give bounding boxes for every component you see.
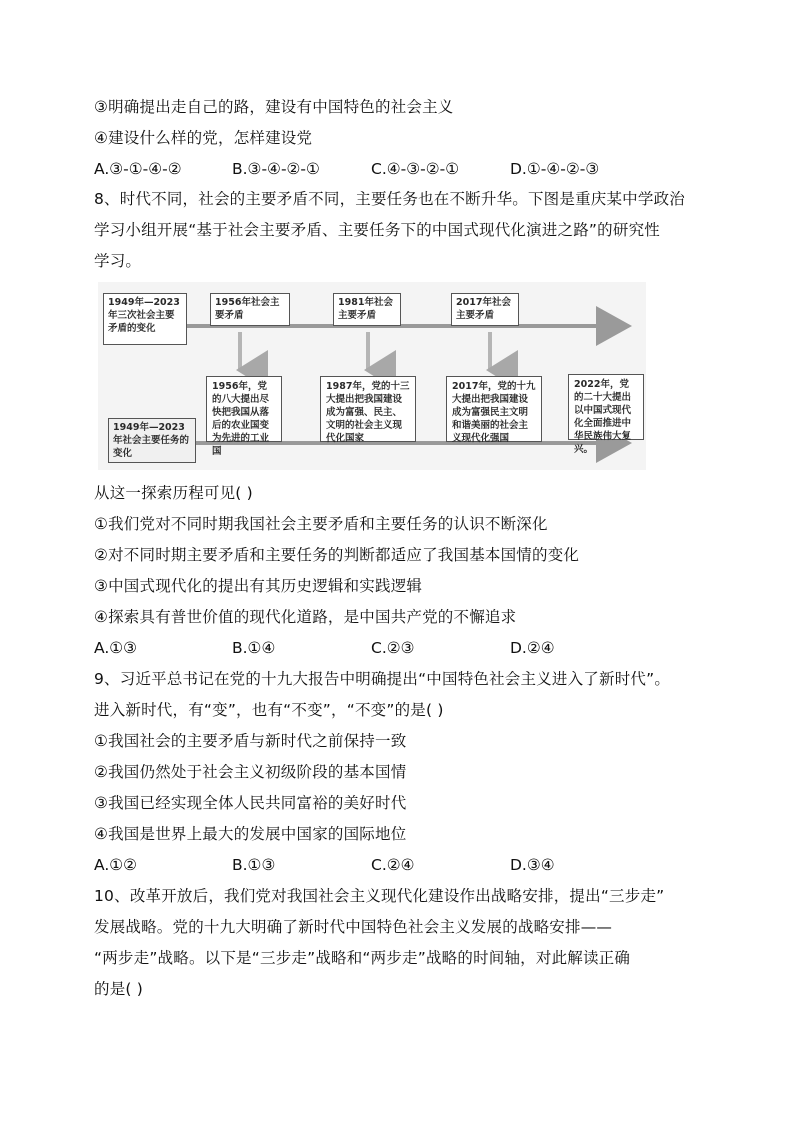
q8-item-3: ③中国式现代化的提出有其历史逻辑和实践逻辑 — [94, 577, 423, 595]
q9-item-4: ④我国是世界上最大的发展中国家的国际地位 — [94, 825, 407, 843]
q8-option-d[interactable]: D.②④ — [510, 639, 555, 657]
q9-stem-line-1: 9、习近平总书记在党的十九大报告中明确提出“中国特色社会主义进入了新时代”。 — [94, 670, 671, 688]
q8-stem-line-1: 8、时代不同，社会的主要矛盾不同，主要任务也在不断升华。下图是重庆某中学政治 — [94, 190, 685, 208]
q9-option-c[interactable]: C.②④ — [371, 856, 415, 874]
q8-stem-line-3: 学习。 — [94, 252, 142, 270]
q7-option-d[interactable]: D.①-④-②-③ — [510, 160, 600, 178]
stage-1981-box: 1981年社会主要矛盾 — [333, 293, 401, 326]
q10-stem-line-3: “两步走”战略。以下是“三步走”战略和“两步走”战略的时间轴，对此解读正确 — [94, 949, 631, 967]
task-2022-box: 2022年，党的二十大提出以中国式现代化全面推进中华民族伟大复兴。 — [568, 374, 644, 440]
q10-stem-line-1: 10、改革开放后，我们党对我国社会主义现代化建设作出战略安排，提出“三步走” — [94, 887, 665, 905]
item-4: ④建设什么样的党，怎样建设党 — [94, 129, 313, 147]
q9-item-1: ①我国社会的主要矛盾与新时代之前保持一致 — [94, 732, 407, 750]
q10-stem-line-4: 的是( ) — [94, 980, 144, 998]
q8-question: 从这一探索历程可见( ) — [94, 484, 253, 502]
q7-option-a[interactable]: A.③-①-④-② — [94, 160, 182, 178]
q8-item-1: ①我们党对不同时期我国社会主要矛盾和主要任务的认识不断深化 — [94, 515, 548, 533]
q8-option-a[interactable]: A.①③ — [94, 639, 138, 657]
q7-option-c[interactable]: C.④-③-②-① — [371, 160, 460, 178]
stage-1956-box: 1956年社会主要矛盾 — [210, 293, 290, 326]
item-3: ③明确提出走自己的路，建设有中国特色的社会主义 — [94, 98, 454, 116]
row1-label-box: 1949年—2023年三次社会主要矛盾的变化 — [103, 293, 187, 345]
q9-option-d[interactable]: D.③④ — [510, 856, 555, 874]
q8-item-4: ④探索具有普世价值的现代化道路，是中国共产党的不懈追求 — [94, 608, 517, 626]
q8-option-c[interactable]: C.②③ — [371, 639, 415, 657]
q9-item-2: ②我国仍然处于社会主义初级阶段的基本国情 — [94, 763, 407, 781]
q9-stem-line-2: 进入新时代，有“变”，也有“不变”，“不变”的是( ) — [94, 701, 444, 719]
task-1987-box: 1987年，党的十三大提出把我国建设成为富强、民主、文明的社会主义现代化国家 — [320, 376, 416, 442]
q9-option-b[interactable]: B.①③ — [232, 856, 276, 874]
stage-2017-box: 2017年社会主要矛盾 — [451, 293, 519, 326]
q9-option-a[interactable]: A.①② — [94, 856, 138, 874]
task-2017-box: 2017年，党的十九大提出把我国建设成为富强民主文明和谐美丽的社会主义现代化强国 — [446, 376, 542, 442]
q8-stem-line-2: 学习小组开展“基于社会主要矛盾、主要任务下的中国式现代化演进之路”的研究性 — [94, 221, 660, 239]
task-1956-box: 1956年，党的八大提出尽快把我国从落后的农业国变为先进的工业国 — [206, 376, 282, 442]
q8-option-b[interactable]: B.①④ — [232, 639, 276, 657]
row2-label-box: 1949年—2023年社会主要任务的变化 — [108, 418, 196, 463]
q10-stem-line-2: 发展战略。党的十九大明确了新时代中国特色社会主义发展的战略安排—— — [94, 918, 613, 936]
q8-item-2: ②对不同时期主要矛盾和主要任务的判断都适应了我国基本国情的变化 — [94, 546, 580, 564]
timeline-figure — [98, 282, 646, 470]
q9-item-3: ③我国已经实现全体人民共同富裕的美好时代 — [94, 794, 407, 812]
q7-option-b[interactable]: B.③-④-②-① — [232, 160, 320, 178]
